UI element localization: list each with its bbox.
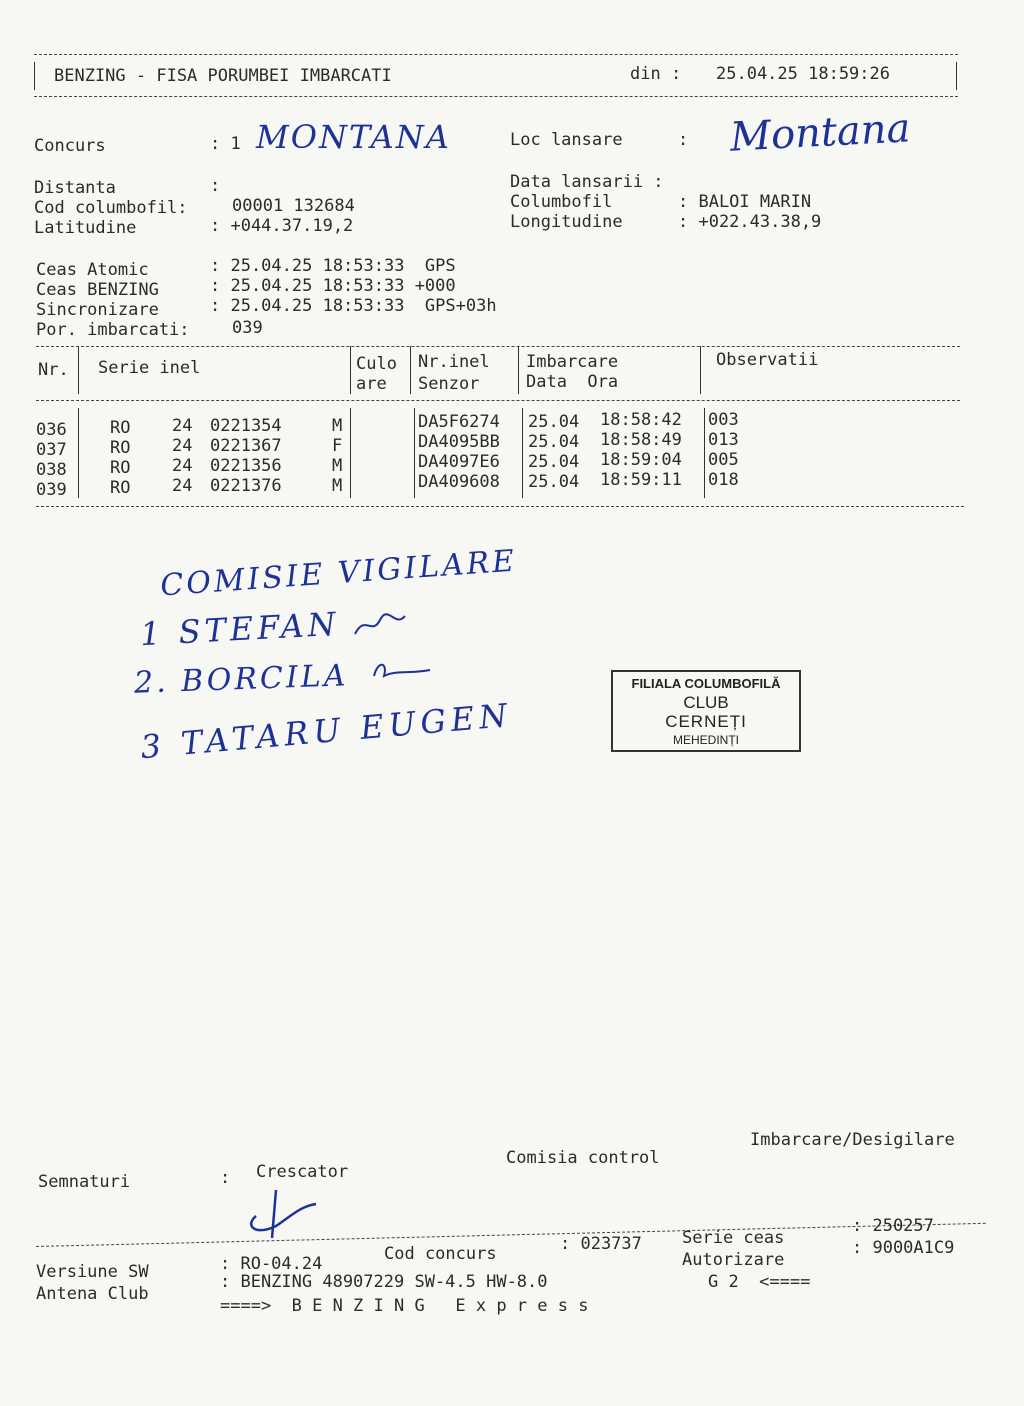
row-sensor: DA5F6274 [418,412,500,432]
din-label: din : [630,64,682,84]
header-nr: Nr. [38,360,69,380]
latitudine-label: Latitudine [34,218,137,238]
body-sep-3 [414,408,415,498]
cod-concurs-label: Cod concurs [384,1244,497,1264]
sincronizare-label: Sincronizare [36,300,159,320]
row-sex: M [332,416,343,436]
col-sep-4 [518,346,519,394]
serie-ceas-value: : 250257 [852,1216,934,1236]
crescator-signature [236,1186,326,1246]
table-header-rule [36,400,960,401]
row-sensor: DA4095BB [418,432,500,452]
ceas-atomic-label: Ceas Atomic [36,260,149,280]
semnaturi-label: Semnaturi [38,1172,131,1192]
row-country: RO [110,478,131,498]
row-date: 25.04 [528,472,580,492]
header-culoare-1: Culo [356,354,397,374]
stamp-line-4: MEHEDINȚI [673,733,739,747]
longitudine-label: Longitudine [510,212,623,232]
header-timestamp: 25.04.25 18:59:26 [716,64,890,84]
header-culoare-2: are [356,374,387,394]
loc-lansare-label: Loc lansare [510,130,623,150]
ceas-atomic-value: : 25.04.25 18:53:33 GPS [210,256,456,276]
col-sep-3 [410,346,411,394]
ceas-benzing-label: Ceas BENZING [36,280,159,300]
columbofil-label: Columbofil [510,192,613,212]
document-title: BENZING - FISA PORUMBEI IMBARCATI [54,66,392,86]
serie-ceas-label: Serie ceas [682,1228,785,1248]
row-obs: 003 [708,410,739,430]
cod-columbofil-value: 00001 132684 [232,196,355,216]
col-sep-5 [700,346,701,394]
row-country: RO [110,418,131,438]
body-sep-1 [78,408,79,498]
loc-lansare-colon: : [678,130,689,150]
concurs-value: : 1 [210,134,241,154]
header-nrinel-1: Nr.inel [418,352,490,372]
row-nr: 037 [36,440,67,460]
row-sex: M [332,476,343,496]
semnaturi-colon: : [220,1168,231,1188]
antena-club-value: : BENZING 48907229 SW-4.5 HW-8.0 [220,1272,548,1292]
row-date: 25.04 [528,412,580,432]
header-left-border [34,62,35,90]
row-year: 24 [172,436,193,456]
header-top-rule [34,54,958,55]
cod-concurs-value: : 023737 [560,1234,642,1254]
row-country: RO [110,438,131,458]
row-nr: 038 [36,460,67,480]
row-obs: 005 [708,450,739,470]
crescator-label: Crescator [256,1162,349,1182]
concurs-handwritten: MONTANA [256,118,451,156]
latitudine-value: : +044.37.19,2 [210,216,354,236]
porumbei-imbarcati-label: Por. imbarcati: [36,320,190,340]
sincronizare-value: : 25.04.25 18:53:33 GPS+03h [210,296,497,316]
header-bottom-rule [34,96,958,97]
row-nr: 036 [36,420,67,440]
longitudine-value: : +022.43.38,9 [678,212,822,232]
versiune-sw-label: Versiune SW [36,1262,149,1282]
header-nrinel-2: Senzor [418,374,480,394]
row-ring: 0221354 [210,416,282,436]
row-year: 24 [172,476,193,496]
row-sensor: DA409608 [418,472,500,492]
header-serie-inel: Serie inel [98,358,201,378]
autorizare-value: : 9000A1C9 [852,1238,955,1258]
col-sep-2 [350,346,351,394]
row-year: 24 [172,416,193,436]
row-time: 18:59:11 [600,470,682,490]
row-obs: 018 [708,470,739,490]
row-ring: 0221376 [210,476,282,496]
row-country: RO [110,458,131,478]
row-time: 18:59:04 [600,450,682,470]
row-sex: F [332,436,343,456]
row-sex: M [332,456,343,476]
row-ring: 0221356 [210,456,282,476]
antena-club-label: Antena Club [36,1284,149,1304]
g2-marker: G 2 <==== [708,1272,811,1292]
signature-scribble-2 [366,652,436,688]
data-lansarii-label: Data lansarii : [510,172,664,192]
commission-member-2: 2. BORCILA [133,658,349,701]
row-date: 25.04 [528,452,580,472]
stamp-line-3: CERNEȚI [665,712,747,731]
commission-title: COMISIE VIGILARE [159,543,519,604]
header-imbarcare-2: Data Ora [526,372,619,392]
header-right-border [956,62,957,90]
benzing-express-banner: ====> B E N Z I N G E x p r e s s [220,1296,589,1316]
row-sensor: DA4097E6 [418,452,500,472]
body-sep-2 [350,408,351,498]
table-bottom-rule [36,506,964,507]
footer-rule [36,1223,986,1247]
header-imbarcare-1: Imbarcare [526,352,619,372]
header-observatii: Observatii [716,350,819,370]
body-sep-4 [522,408,523,498]
row-obs: 013 [708,430,739,450]
col-sep-1 [78,346,79,394]
cod-columbofil-label: Cod columbofil: [34,198,188,218]
autorizare-label: Autorizare [682,1250,785,1270]
body-sep-5 [704,408,705,498]
ceas-benzing-value: : 25.04.25 18:53:33 +000 [210,276,456,296]
signature-scribble-1 [350,606,410,642]
loc-lansare-handwritten: Montana [728,105,912,161]
table-top-rule [36,346,960,347]
columbofil-value: : BALOI MARIN [678,192,812,212]
stamp-line-2: CLUB [683,693,729,712]
club-stamp [611,670,801,752]
commission-member-3: 3 TATARU EUGEN [139,695,514,767]
row-ring: 0221367 [210,436,282,456]
distanta-label: Distanta [34,178,116,198]
distanta-value: : [210,176,221,196]
concurs-label: Concurs [34,136,106,156]
versiune-sw-value: : RO-04.24 [220,1254,323,1274]
row-time: 18:58:49 [600,430,682,450]
row-year: 24 [172,456,193,476]
porumbei-imbarcati-value: 039 [232,318,263,338]
commission-member-1: 1 STEFAN [139,604,341,654]
row-date: 25.04 [528,432,580,452]
stamp-line-1: FILIALA COLUMBOFILĂ [631,676,781,691]
row-nr: 039 [36,480,67,500]
comisia-control-label: Comisia control [506,1148,660,1168]
imbarcare-desigilare-label: Imbarcare/Desigilare [750,1130,955,1150]
row-time: 18:58:42 [600,410,682,430]
